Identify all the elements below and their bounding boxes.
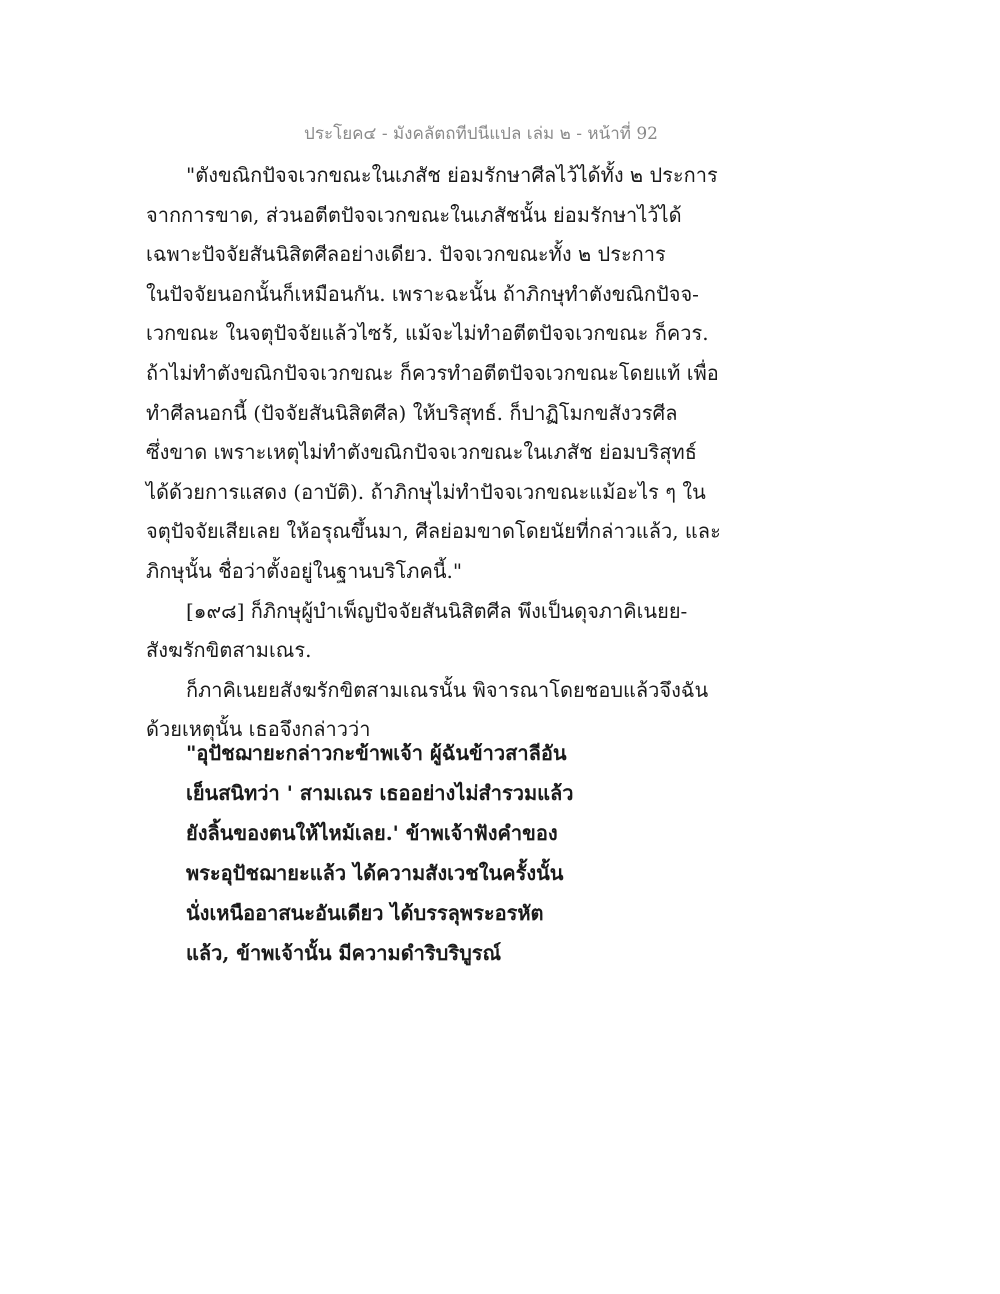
text-line: ก็ภาคิเนยยสังฆรักขิตสามเณรนั้น พิจารณาโดยชอบแล้วจึงฉัน bbox=[186, 677, 709, 702]
verse-block bbox=[186, 733, 706, 973]
text-line: ได้ด้วยการแสดง (อาบัติ). ถ้าภิกษุไม่ทำปัจจเวกขณะแม้อะไร ๆ ใน bbox=[146, 479, 706, 504]
text-line: [๑๙๘] ก็ภิกษุผู้บำเพ็ญปัจจัยสันนิสิตศีล พึงเป็นดุจภาคิเนยย- bbox=[186, 598, 688, 623]
verse-line: เย็นสนิทว่า ' สามเณร เธออย่างไม่สำรวมแล้ว bbox=[186, 781, 574, 805]
verse-line: นั่งเหนืออาสนะอันเดียว ได้บรรลุพระอรหัต bbox=[186, 901, 544, 925]
text-line: ภิกษุนั้น ชื่อว่าตั้งอยู่ในฐานบริโภคนี้." bbox=[146, 558, 463, 583]
text-line: สังฆรักขิตสามเณร. bbox=[146, 638, 312, 663]
text-line: ถ้าไม่ทำตังขณิกปัจจเวกขณะ ก็ควรทำอตีตปัจจเวกขณะโดยแท้ เพื่อ bbox=[146, 360, 719, 385]
verse-line: แล้ว, ข้าพเจ้านั้น มีความดำริบริบูรณ์ bbox=[186, 941, 502, 965]
text-line: ซึ่งขาด เพราะเหตุไม่ทำตังขณิกปัจจเวกขณะในเภสัช ย่อมบริสุทธ์ bbox=[146, 440, 697, 465]
text-line: จากการขาด, ส่วนอตีตปัจจเวกขณะในเภสัชนั้น ย่อมรักษาไว้ได้ bbox=[146, 202, 682, 227]
verse-line: พระอุปัชฌายะแล้ว ได้ความสังเวชในครั้งนั้น bbox=[186, 861, 564, 885]
page-header: ประโยค๔ - มังคลัตถทีปนีแปล เล่ม ๒ - หน้าที่ 92 bbox=[304, 124, 658, 144]
verse-line: "อุปัชฌายะกล่าวกะข้าพเจ้า ผู้ฉันข้าวสาลีอัน bbox=[186, 741, 567, 765]
text-line: จตุปัจจัยเสียเลย ให้อรุณขึ้นมา, ศีลย่อมขาดโดยนัยที่กล่าวแล้ว, และ bbox=[146, 519, 721, 544]
text-line: เวกขณะ ในจตุปัจจัยแล้วไซร้, แม้จะไม่ทำอตีตปัจจเวกขณะ ก็ควร. bbox=[146, 321, 709, 346]
text-line: เฉพาะปัจจัยสันนิสิตศีลอย่างเดียว. ปัจจเวกขณะทั้ง ๒ ประการ bbox=[146, 242, 666, 267]
verse-line: ยังลิ้นของตนให้ไหม้เลย.' ข้าพเจ้าฟังคำของ bbox=[186, 821, 558, 845]
text-line: ในปัจจัยนอกนั้นก็เหมือนกัน. เพราะฉะนั้น ถ้าภิกษุทำตังขณิกปัจจ- bbox=[146, 281, 699, 306]
text-line: ทำศีลนอกนี้ (ปัจจัยสันนิสิตศีล) ให้บริสุทธ์. ก็ปาฏิโมกขสังวรศีล bbox=[146, 400, 678, 425]
body-text bbox=[146, 156, 721, 750]
text-line: ด้วยเหตุนั้น เธอจึงกล่าวว่า bbox=[146, 717, 371, 742]
text-line: "ตังขณิกปัจจเวกขณะในเภสัช ย่อมรักษาศีลไว้ได้ทั้ง ๒ ประการ bbox=[186, 163, 718, 187]
